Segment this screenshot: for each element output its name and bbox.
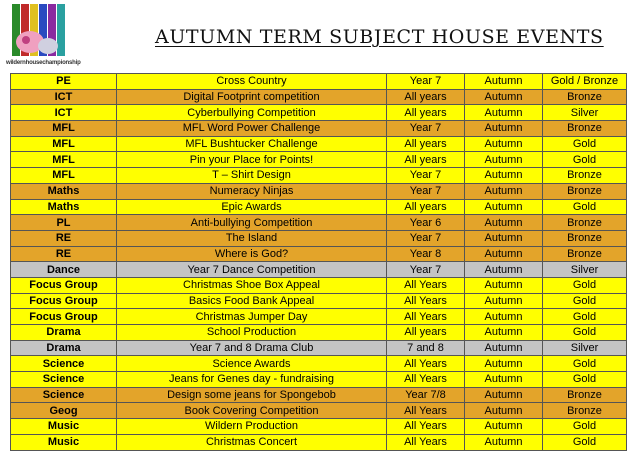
event-cell: T – Shirt Design [117,168,387,184]
year-group-cell: All years [387,105,465,121]
term-cell: Autumn [465,246,543,262]
award-cell: Gold [543,199,627,215]
table-row [11,246,627,262]
term-cell: Autumn [465,293,543,309]
term-cell: Autumn [465,387,543,403]
subject-cell: PL [11,215,117,231]
year-group-cell: All Years [387,309,465,325]
event-cell: Wildern Production [117,419,387,435]
event-cell: Anti-bullying Competition [117,215,387,231]
event-cell: Digital Footprint competition [117,89,387,105]
table-row [11,89,627,105]
award-cell: Gold [543,277,627,293]
subject-cell: Geog [11,403,117,419]
event-cell: Christmas Jumper Day [117,309,387,325]
subject-cell: Drama [11,340,117,356]
event-cell: Christmas Shoe Box Appeal [117,277,387,293]
year-group-cell: All years [387,325,465,341]
award-cell: Bronze [543,215,627,231]
table-row [11,183,627,199]
award-cell: Bronze [543,183,627,199]
term-cell: Autumn [465,325,543,341]
award-cell: Silver [543,262,627,278]
year-group-cell: All years [387,136,465,152]
event-cell: MFL Word Power Challenge [117,121,387,137]
subject-cell: RE [11,246,117,262]
award-cell: Bronze [543,387,627,403]
year-group-cell: All Years [387,356,465,372]
award-cell: Gold [543,419,627,435]
event-cell: School Production [117,325,387,341]
logo-caption: wildernhousechampionship [6,60,81,66]
term-cell: Autumn [465,152,543,168]
award-cell: Gold [543,325,627,341]
award-cell: Bronze [543,168,627,184]
event-cell: Cross Country [117,74,387,90]
subject-cell: Focus Group [11,277,117,293]
year-group-cell: All Years [387,434,465,450]
award-cell: Gold [543,136,627,152]
term-cell: Autumn [465,372,543,388]
award-cell: Gold [543,152,627,168]
term-cell: Autumn [465,215,543,231]
year-group-cell: Year 7 [387,121,465,137]
award-cell: Gold [543,372,627,388]
subject-cell: Science [11,387,117,403]
event-cell: Epic Awards [117,199,387,215]
term-cell: Autumn [465,105,543,121]
table-row [11,152,627,168]
term-cell: Autumn [465,262,543,278]
subject-cell: Focus Group [11,293,117,309]
event-cell: Year 7 Dance Competition [117,262,387,278]
events-table [10,73,627,451]
table-row [11,340,627,356]
table-row [11,277,627,293]
table-row [11,293,627,309]
term-cell: Autumn [465,277,543,293]
subject-cell: MFL [11,121,117,137]
subject-cell: Music [11,419,117,435]
event-cell: Christmas Concert [117,434,387,450]
year-group-cell: Year 7 [387,168,465,184]
term-cell: Autumn [465,340,543,356]
year-group-cell: All years [387,199,465,215]
table-row [11,121,627,137]
subject-cell: PE [11,74,117,90]
event-cell: Where is God? [117,246,387,262]
subject-cell: MFL [11,136,117,152]
subject-cell: MFL [11,152,117,168]
award-cell: Gold / Bronze [543,74,627,90]
table-row [11,74,627,90]
award-cell: Gold [543,356,627,372]
award-cell: Silver [543,105,627,121]
award-cell: Bronze [543,246,627,262]
term-cell: Autumn [465,168,543,184]
subject-cell: Maths [11,199,117,215]
event-cell: The Island [117,230,387,246]
table-row [11,387,627,403]
year-group-cell: Year 7 [387,230,465,246]
year-group-cell: All years [387,89,465,105]
subject-cell: RE [11,230,117,246]
year-group-cell: Year 7 [387,74,465,90]
subject-cell: Science [11,372,117,388]
year-group-cell: All Years [387,372,465,388]
event-cell: Year 7 and 8 Drama Club [117,340,387,356]
year-group-cell: Year 7 [387,262,465,278]
table-row [11,403,627,419]
award-cell: Bronze [543,121,627,137]
year-group-cell: All Years [387,419,465,435]
table-row [11,325,627,341]
term-cell: Autumn [465,136,543,152]
award-cell: Bronze [543,89,627,105]
table-row [11,262,627,278]
subject-cell: Science [11,356,117,372]
award-cell: Gold [543,293,627,309]
year-group-cell: Year 6 [387,215,465,231]
event-cell: Science Awards [117,356,387,372]
term-cell: Autumn [465,74,543,90]
table-row [11,215,627,231]
term-cell: Autumn [465,419,543,435]
table-row [11,168,627,184]
subject-cell: MFL [11,168,117,184]
subject-cell: Dance [11,262,117,278]
event-cell: Book Covering Competition [117,403,387,419]
table-row [11,136,627,152]
event-cell: Numeracy Ninjas [117,183,387,199]
year-group-cell: Year 8 [387,246,465,262]
event-cell: Cyberbullying Competition [117,105,387,121]
year-group-cell: All Years [387,277,465,293]
events-table-body [11,74,627,451]
year-group-cell: Year 7/8 [387,387,465,403]
table-row [11,105,627,121]
term-cell: Autumn [465,183,543,199]
term-cell: Autumn [465,230,543,246]
table-row [11,356,627,372]
event-cell: Jeans for Genes day - fundraising [117,372,387,388]
subject-cell: Maths [11,183,117,199]
table-row [11,434,627,450]
term-cell: Autumn [465,356,543,372]
page-title: AUTUMN TERM SUBJECT HOUSE EVENTS [155,26,604,48]
subject-cell: ICT [11,105,117,121]
event-cell: Basics Food Bank Appeal [117,293,387,309]
table-row [11,419,627,435]
award-cell: Gold [543,309,627,325]
term-cell: Autumn [465,121,543,137]
term-cell: Autumn [465,199,543,215]
subject-cell: Drama [11,325,117,341]
table-row [11,372,627,388]
subject-cell: Focus Group [11,309,117,325]
subject-cell: Music [11,434,117,450]
term-cell: Autumn [465,434,543,450]
term-cell: Autumn [465,89,543,105]
year-group-cell: All Years [387,403,465,419]
event-cell: MFL Bushtucker Challenge [117,136,387,152]
term-cell: Autumn [465,403,543,419]
event-cell: Design some jeans for Spongebob [117,387,387,403]
award-cell: Bronze [543,230,627,246]
award-cell: Bronze [543,403,627,419]
award-cell: Silver [543,340,627,356]
table-row [11,309,627,325]
subject-cell: ICT [11,89,117,105]
event-cell: Pin your Place for Points! [117,152,387,168]
year-group-cell: Year 7 [387,183,465,199]
term-cell: Autumn [465,309,543,325]
award-cell: Gold [543,434,627,450]
table-row [11,199,627,215]
year-group-cell: All years [387,152,465,168]
year-group-cell: 7 and 8 [387,340,465,356]
year-group-cell: All Years [387,293,465,309]
table-row [11,230,627,246]
